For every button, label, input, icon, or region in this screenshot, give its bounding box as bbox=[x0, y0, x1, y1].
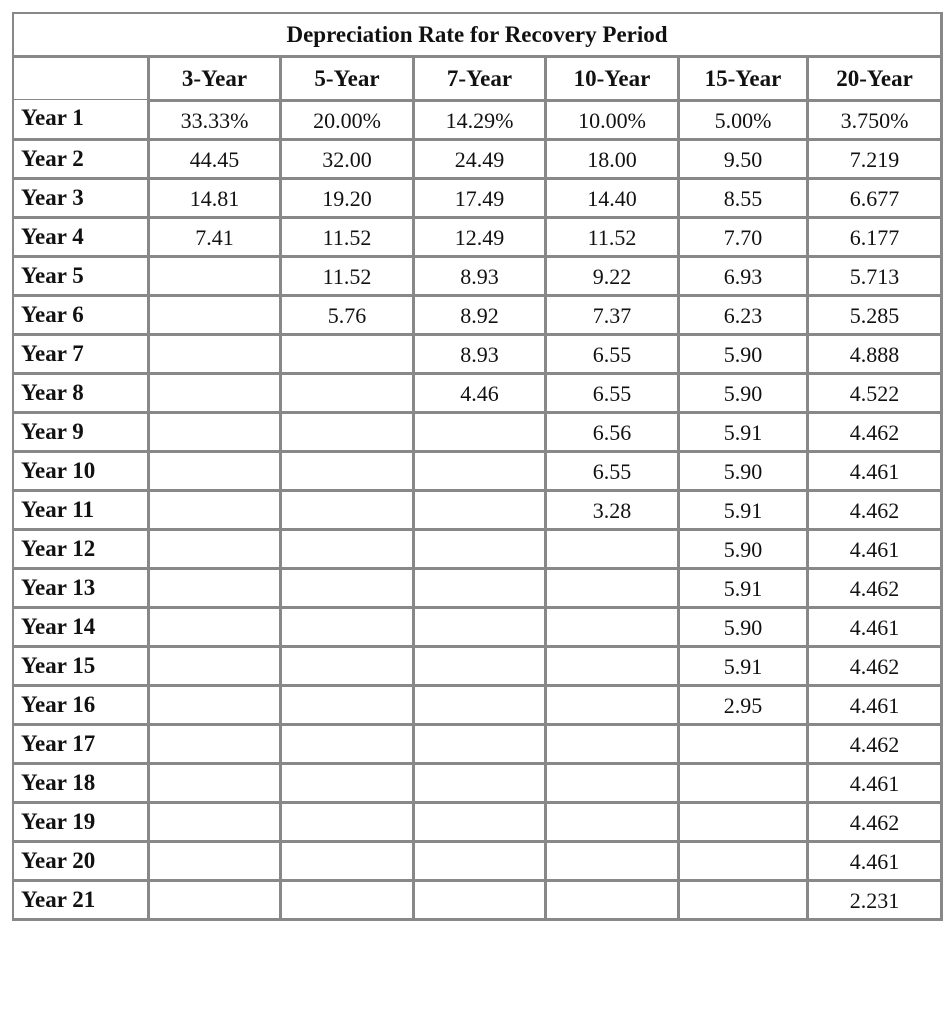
table-row bbox=[14, 607, 941, 646]
table-cell bbox=[678, 841, 807, 880]
table-row bbox=[14, 841, 941, 880]
table-cell: 4.462 bbox=[807, 490, 941, 529]
table-cell: 20.00% bbox=[280, 100, 413, 139]
table-cell bbox=[148, 607, 280, 646]
table-cell: 6.55 bbox=[545, 334, 678, 373]
row-header: Year 14 bbox=[14, 607, 148, 646]
row-header: Year 12 bbox=[14, 529, 148, 568]
table-cell: 4.461 bbox=[807, 607, 941, 646]
table-row bbox=[14, 295, 941, 334]
table-cell bbox=[280, 841, 413, 880]
table-cell: 4.461 bbox=[807, 841, 941, 880]
table-cell bbox=[545, 724, 678, 763]
table-cell bbox=[148, 568, 280, 607]
row-header: Year 2 bbox=[14, 139, 148, 178]
table-cell bbox=[413, 802, 545, 841]
table-cell bbox=[413, 451, 545, 490]
table-cell bbox=[148, 646, 280, 685]
table-row bbox=[14, 802, 941, 841]
table-cell: 18.00 bbox=[545, 139, 678, 178]
table-cell: 5.90 bbox=[678, 607, 807, 646]
table-cell bbox=[413, 529, 545, 568]
column-header-row bbox=[14, 56, 941, 100]
table-cell: 14.40 bbox=[545, 178, 678, 217]
table-cell: 14.81 bbox=[148, 178, 280, 217]
table-row bbox=[14, 646, 941, 685]
table-cell bbox=[413, 763, 545, 802]
table-cell: 10.00% bbox=[545, 100, 678, 139]
table-cell: 2.95 bbox=[678, 685, 807, 724]
table-cell: 4.462 bbox=[807, 568, 941, 607]
table-row bbox=[14, 880, 941, 919]
table-cell bbox=[148, 490, 280, 529]
table-cell: 5.90 bbox=[678, 334, 807, 373]
table-cell bbox=[280, 607, 413, 646]
table-cell: 4.462 bbox=[807, 412, 941, 451]
table-cell bbox=[280, 412, 413, 451]
table-cell: 4.461 bbox=[807, 763, 941, 802]
table-cell: 8.55 bbox=[678, 178, 807, 217]
table-cell: 5.713 bbox=[807, 256, 941, 295]
table-cell bbox=[280, 724, 413, 763]
column-header-7-year: 7-Year bbox=[413, 56, 545, 100]
table-cell bbox=[413, 490, 545, 529]
table-cell bbox=[148, 256, 280, 295]
table-cell bbox=[545, 841, 678, 880]
table-cell bbox=[413, 880, 545, 919]
column-header-10-year: 10-Year bbox=[545, 56, 678, 100]
table-row bbox=[14, 529, 941, 568]
table-cell bbox=[280, 685, 413, 724]
row-header: Year 4 bbox=[14, 217, 148, 256]
table-cell: 4.461 bbox=[807, 451, 941, 490]
table-cell bbox=[545, 802, 678, 841]
table-row bbox=[14, 568, 941, 607]
table-cell: 6.23 bbox=[678, 295, 807, 334]
table-cell: 4.522 bbox=[807, 373, 941, 412]
table-cell: 2.231 bbox=[807, 880, 941, 919]
table-row bbox=[14, 256, 941, 295]
table-cell: 14.29% bbox=[413, 100, 545, 139]
table-cell bbox=[280, 490, 413, 529]
table-cell: 4.888 bbox=[807, 334, 941, 373]
table-cell bbox=[148, 334, 280, 373]
row-header: Year 5 bbox=[14, 256, 148, 295]
row-header: Year 18 bbox=[14, 763, 148, 802]
table-row bbox=[14, 724, 941, 763]
column-header-corner bbox=[14, 56, 148, 100]
table-cell bbox=[280, 529, 413, 568]
table-cell bbox=[678, 880, 807, 919]
table-cell: 4.462 bbox=[807, 724, 941, 763]
table-cell bbox=[413, 841, 545, 880]
table-cell bbox=[545, 529, 678, 568]
table-cell: 6.93 bbox=[678, 256, 807, 295]
table-cell bbox=[678, 763, 807, 802]
table-cell: 5.91 bbox=[678, 490, 807, 529]
table-row bbox=[14, 100, 941, 139]
table-cell: 4.461 bbox=[807, 529, 941, 568]
table-cell bbox=[280, 334, 413, 373]
table-cell: 6.55 bbox=[545, 373, 678, 412]
table-cell bbox=[280, 646, 413, 685]
table-row bbox=[14, 412, 941, 451]
row-header: Year 20 bbox=[14, 841, 148, 880]
table-cell: 4.461 bbox=[807, 685, 941, 724]
table-title: Depreciation Rate for Recovery Period bbox=[14, 14, 941, 56]
table-row bbox=[14, 178, 941, 217]
table-body bbox=[14, 100, 941, 919]
table-cell: 5.76 bbox=[280, 295, 413, 334]
table-row bbox=[14, 451, 941, 490]
table-cell: 5.285 bbox=[807, 295, 941, 334]
table-row bbox=[14, 139, 941, 178]
table-row bbox=[14, 490, 941, 529]
table-cell bbox=[413, 685, 545, 724]
table-row bbox=[14, 217, 941, 256]
table-cell: 6.177 bbox=[807, 217, 941, 256]
table-cell bbox=[280, 451, 413, 490]
table-cell: 8.93 bbox=[413, 334, 545, 373]
table-cell: 7.37 bbox=[545, 295, 678, 334]
row-header: Year 17 bbox=[14, 724, 148, 763]
row-header: Year 1 bbox=[14, 100, 148, 139]
table-cell bbox=[148, 724, 280, 763]
table-cell: 4.462 bbox=[807, 802, 941, 841]
row-header: Year 21 bbox=[14, 880, 148, 919]
row-header: Year 16 bbox=[14, 685, 148, 724]
table-cell bbox=[545, 685, 678, 724]
table-cell bbox=[280, 802, 413, 841]
table-cell bbox=[148, 802, 280, 841]
table-cell bbox=[413, 568, 545, 607]
row-header: Year 3 bbox=[14, 178, 148, 217]
table-cell: 5.90 bbox=[678, 451, 807, 490]
table-cell bbox=[545, 763, 678, 802]
table-cell: 3.750% bbox=[807, 100, 941, 139]
table-cell bbox=[148, 880, 280, 919]
column-header-15-year: 15-Year bbox=[678, 56, 807, 100]
table-cell: 4.46 bbox=[413, 373, 545, 412]
table-cell: 24.49 bbox=[413, 139, 545, 178]
table-cell bbox=[413, 646, 545, 685]
table-cell bbox=[148, 373, 280, 412]
table-cell: 6.677 bbox=[807, 178, 941, 217]
table-cell bbox=[148, 451, 280, 490]
table-cell bbox=[148, 841, 280, 880]
table-cell: 44.45 bbox=[148, 139, 280, 178]
table-row bbox=[14, 334, 941, 373]
table-cell: 11.52 bbox=[280, 217, 413, 256]
table-cell: 5.90 bbox=[678, 373, 807, 412]
table-cell: 5.00% bbox=[678, 100, 807, 139]
table-cell bbox=[148, 763, 280, 802]
table-row bbox=[14, 763, 941, 802]
table-cell: 32.00 bbox=[280, 139, 413, 178]
table-cell: 19.20 bbox=[280, 178, 413, 217]
table-cell: 8.93 bbox=[413, 256, 545, 295]
table-cell: 7.41 bbox=[148, 217, 280, 256]
row-header: Year 19 bbox=[14, 802, 148, 841]
table-cell bbox=[413, 724, 545, 763]
table-cell: 12.49 bbox=[413, 217, 545, 256]
table-cell bbox=[280, 568, 413, 607]
table-cell: 33.33% bbox=[148, 100, 280, 139]
table-cell: 6.56 bbox=[545, 412, 678, 451]
table-cell bbox=[148, 295, 280, 334]
table-cell: 11.52 bbox=[545, 217, 678, 256]
table-cell: 9.50 bbox=[678, 139, 807, 178]
table-cell: 17.49 bbox=[413, 178, 545, 217]
table-container bbox=[12, 12, 943, 921]
table-cell bbox=[413, 607, 545, 646]
table-cell: 5.91 bbox=[678, 646, 807, 685]
table-cell: 8.92 bbox=[413, 295, 545, 334]
table-cell bbox=[280, 763, 413, 802]
row-header: Year 7 bbox=[14, 334, 148, 373]
table-cell bbox=[545, 646, 678, 685]
row-header: Year 8 bbox=[14, 373, 148, 412]
depreciation-table bbox=[12, 12, 943, 921]
table-cell: 4.462 bbox=[807, 646, 941, 685]
table-cell: 5.91 bbox=[678, 412, 807, 451]
table-cell: 7.219 bbox=[807, 139, 941, 178]
table-cell bbox=[545, 607, 678, 646]
row-header: Year 15 bbox=[14, 646, 148, 685]
title-row bbox=[14, 14, 941, 56]
row-header: Year 10 bbox=[14, 451, 148, 490]
table-cell: 5.91 bbox=[678, 568, 807, 607]
column-header-5-year: 5-Year bbox=[280, 56, 413, 100]
table-cell: 11.52 bbox=[280, 256, 413, 295]
row-header: Year 13 bbox=[14, 568, 148, 607]
row-header: Year 11 bbox=[14, 490, 148, 529]
table-cell bbox=[545, 880, 678, 919]
table-cell: 6.55 bbox=[545, 451, 678, 490]
table-cell: 7.70 bbox=[678, 217, 807, 256]
table-cell bbox=[678, 724, 807, 763]
table-cell: 3.28 bbox=[545, 490, 678, 529]
table-cell bbox=[280, 373, 413, 412]
table-cell bbox=[280, 880, 413, 919]
table-cell bbox=[148, 412, 280, 451]
column-header-20-year: 20-Year bbox=[807, 56, 941, 100]
table-row bbox=[14, 373, 941, 412]
table-cell bbox=[545, 568, 678, 607]
table-cell: 9.22 bbox=[545, 256, 678, 295]
table-cell bbox=[678, 802, 807, 841]
table-cell bbox=[148, 529, 280, 568]
table-cell: 5.90 bbox=[678, 529, 807, 568]
column-header-3-year: 3-Year bbox=[148, 56, 280, 100]
table-row bbox=[14, 685, 941, 724]
table-cell bbox=[148, 685, 280, 724]
row-header: Year 9 bbox=[14, 412, 148, 451]
row-header: Year 6 bbox=[14, 295, 148, 334]
table-cell bbox=[413, 412, 545, 451]
